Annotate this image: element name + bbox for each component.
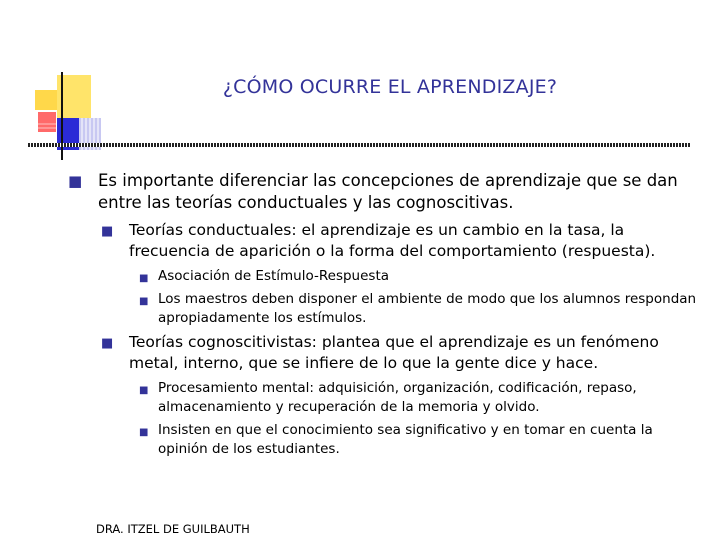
square-bullet-icon: ■	[139, 296, 149, 307]
title-divider	[28, 143, 690, 147]
bullet-text: Insisten en que el conocimiento sea significativo y en tomar en cuenta la opinión de los estudiantes.	[158, 422, 653, 457]
square-bullet-icon: ■	[101, 336, 114, 351]
square-bullet-icon: ■	[139, 385, 149, 396]
bullet-item-level-3	[66, 379, 706, 417]
bullet-text: Es importante diferenciar las concepciones de aprendizaje que se dan entre las teorías conductuales y las cognoscitivas.	[98, 171, 678, 212]
bullet-text: Teorías cognoscitivistas: plantea que el aprendizaje es un fenómeno metal, interno, que se infiere de lo que la gente dice y hace.	[129, 333, 659, 372]
bullet-text: Los maestros deben disponer el ambiente de modo que los alumnos respondan apropiadamente los estímulos.	[158, 291, 697, 326]
square-bullet-icon: ■	[139, 273, 149, 284]
bullet-list	[66, 170, 706, 463]
slide-title: ¿CÓMO OCURRE EL APRENDIZAJE?	[222, 76, 558, 98]
bullet-text: Procesamiento mental: adquisición, organización, codificación, repaso, almacenamiento y recuperación de la memoria y olvido.	[158, 380, 637, 415]
square-bullet-icon: ■	[68, 172, 83, 190]
square-bullet-icon: ■	[101, 224, 114, 239]
slide-footer: DRA. ITZEL DE GUILBAUTH	[96, 522, 250, 536]
bullet-item-level-3	[66, 290, 706, 328]
square-bullet-icon: ■	[139, 427, 149, 438]
bullet-item-level-3	[66, 421, 706, 459]
bullet-item-level-2	[66, 332, 706, 374]
bullet-text: Asociación de Estímulo-Respuesta	[158, 268, 390, 284]
bullet-item-level-3	[66, 267, 706, 286]
bullet-item-level-1	[66, 170, 706, 214]
bullet-text: Teorías conductuales: el aprendizaje es un cambio en la tasa, la frecuencia de aparición o la forma del comportamiento (respuesta).	[129, 221, 656, 260]
bullet-item-level-2	[66, 220, 706, 262]
